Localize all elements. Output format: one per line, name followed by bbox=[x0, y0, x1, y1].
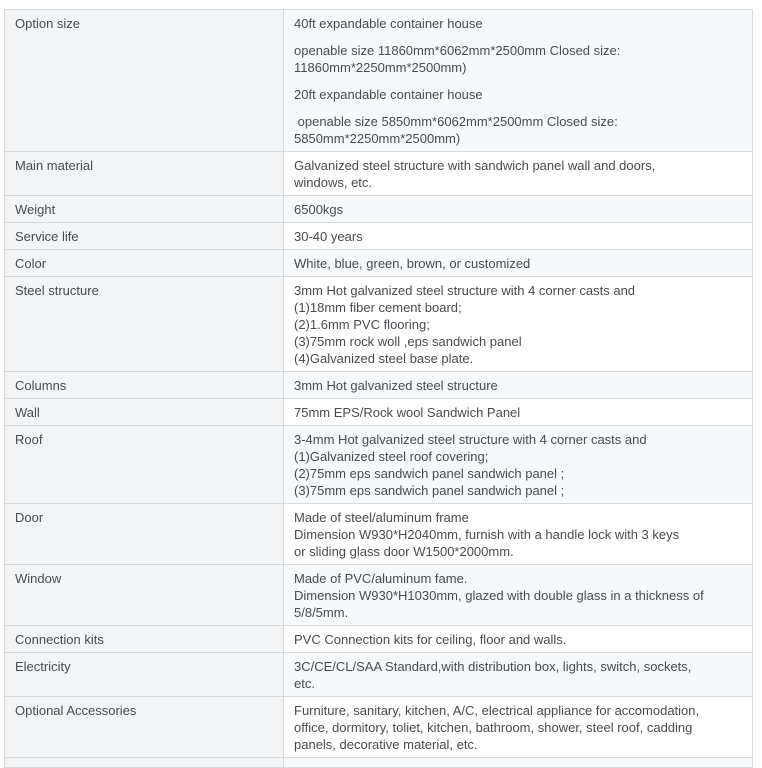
spec-label: Wall bbox=[5, 399, 284, 426]
spec-value-paragraph: 3mm Hot galvanized steel structure with 4 corner casts and (1)18mm fiber cement board; (2)1.6mm PVC flooring; (3)75mm rock woll ,eps sandwich panel (4)Galvanized steel base plate. bbox=[294, 283, 636, 366]
spec-label: Main material bbox=[5, 152, 284, 196]
spec-value-paragraph: Made of steel/aluminum frame Dimension W930*H2040mm, furnish with a handle lock with 3 keys or sliding glass door W1500*2000mm. bbox=[294, 510, 680, 559]
spec-value-paragraph: 20ft expandable container house bbox=[294, 87, 483, 102]
spec-value-paragraph: 3-4mm Hot galvanized steel structure with 4 corner casts and (1)Galvanized steel roof covering; (2)75mm eps sandwich panel sandwich panel ; (3)75mm eps sandwich panel sandwich panel ; bbox=[294, 432, 647, 498]
table-row bbox=[5, 277, 753, 372]
spec-label: Option size bbox=[5, 10, 284, 152]
spec-label: Electricity bbox=[5, 653, 284, 697]
table-row bbox=[5, 504, 753, 565]
spec-value bbox=[284, 250, 753, 277]
table-row bbox=[5, 250, 753, 277]
spec-value bbox=[284, 697, 753, 758]
spec-value-paragraph: 3mm Hot galvanized steel structure bbox=[294, 378, 498, 393]
spec-value-paragraph: Made of PVC/aluminum fame. Dimension W930*H1030mm, glazed with double glass in a thickness of 5/8/5mm. bbox=[294, 571, 704, 620]
table-row bbox=[5, 196, 753, 223]
spec-value-paragraph: White, blue, green, brown, or customized bbox=[294, 256, 531, 271]
spec-label: Columns bbox=[5, 372, 284, 399]
table-row bbox=[5, 565, 753, 626]
table-row bbox=[5, 697, 753, 758]
spec-value bbox=[284, 504, 753, 565]
spec-label: Connection kits bbox=[5, 626, 284, 653]
spec-value bbox=[284, 152, 753, 196]
table-row bbox=[5, 223, 753, 250]
spec-value bbox=[284, 626, 753, 653]
table-row bbox=[5, 372, 753, 399]
spec-value bbox=[284, 426, 753, 504]
spec-value-paragraph: 75mm EPS/Rock wool Sandwich Panel bbox=[294, 405, 521, 420]
spec-label: Weight bbox=[5, 196, 284, 223]
spec-value bbox=[284, 399, 753, 426]
table-row bbox=[5, 152, 753, 196]
spec-value-paragraph: 3C/CE/CL/SAA Standard,with distribution box, lights, switch, sockets, etc. bbox=[294, 659, 692, 691]
spec-value bbox=[284, 372, 753, 399]
spec-value bbox=[284, 196, 753, 223]
spec-label: Roof bbox=[5, 426, 284, 504]
spec-label: Steel structure bbox=[5, 277, 284, 372]
spec-value bbox=[284, 223, 753, 250]
spec-value-paragraph: 30-40 years bbox=[294, 229, 363, 244]
spec-value bbox=[284, 565, 753, 626]
spec-value-paragraph: 40ft expandable container house bbox=[294, 16, 483, 31]
table-row bbox=[5, 626, 753, 653]
spec-label: Service life bbox=[5, 223, 284, 250]
spec-value bbox=[284, 277, 753, 372]
spec-table-body bbox=[5, 10, 753, 768]
table-row bbox=[5, 399, 753, 426]
product-spec-table bbox=[4, 9, 753, 768]
spec-value bbox=[284, 758, 753, 768]
spec-value-paragraph: Furniture, sanitary, kitchen, A/C, electrical appliance for accomodation, office, dormitory, toliet, kitchen, bathroom, shower, steel roof, cadding panels, decorative material, etc. bbox=[294, 703, 700, 752]
spec-label: Door bbox=[5, 504, 284, 565]
spec-value bbox=[284, 10, 753, 152]
spec-label: Window bbox=[5, 565, 284, 626]
table-row bbox=[5, 653, 753, 697]
table-row bbox=[5, 426, 753, 504]
spec-value-paragraph: 6500kgs bbox=[294, 202, 344, 217]
table-row bbox=[5, 10, 753, 152]
spec-label bbox=[5, 758, 284, 768]
table-row bbox=[5, 758, 753, 768]
spec-value-paragraph: openable size 11860mm*6062mm*2500mm Closed size: 11860mm*2250mm*2500mm) bbox=[294, 43, 621, 75]
spec-label: Optional Accessories bbox=[5, 697, 284, 758]
spec-value-paragraph: openable size 5850mm*6062mm*2500mm Closed size: 5850mm*2250mm*2500mm) bbox=[294, 114, 618, 146]
spec-label: Color bbox=[5, 250, 284, 277]
spec-value-paragraph: PVC Connection kits for ceiling, floor and walls. bbox=[294, 632, 567, 647]
spec-value-paragraph: Galvanized steel structure with sandwich panel wall and doors, windows, etc. bbox=[294, 158, 656, 190]
spec-value bbox=[284, 653, 753, 697]
